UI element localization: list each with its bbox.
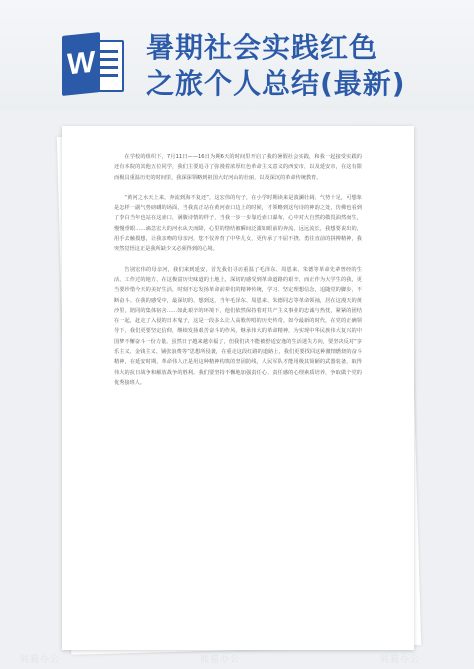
paragraph-2: “黄河之水天上来，奔流到海不复还”，这宏伟的句子，在小学时期读来是波澜壮阔、气势十足，可想象是怎样一副气势磅礴的场面，当我真正站在黄河壶口边上的时候，才领略到这句诗的神韵之处，彷佛也看到了李白当年也站在这壶口，满腹诗情的样子，当我一步一步靠近壶口瀑布，心中对大自然的敬畏油然而生，慢慢垂眼……滴急宏大的河水从天而降，心里的情结被瞬间泛滥如眼前的奔流，远远流长，我想要说出的，用手去触摸想，让我亲吻的母亲河，您不仅养育了中华儿女，更传承了不屈不挠、勇往直前的拼搏精神，我突然觉悟这正是我所缺少又必须得到的心境。 — [114, 194, 362, 253]
word-document-icon — [62, 34, 126, 94]
word-letter: W — [62, 32, 100, 96]
title-line-2: 之旅个人总结(最新) — [146, 67, 406, 100]
paragraph-3: 告别宏伟的母亲河，我们来到延安，首先我们寻访重温了毛泽东、周恩来、朱德等革命先辈曾经的生活、工作过的地方，在这极富历史味道的土地上，深切的感受到革命道路的艰辛，而正作为大学生的我，更当要珍惜今天的美好生活，时刻不忘发扬革命前辈们的精神传统，学习、坚定理想信念，追随党的脚步，不断奋斗。在我的感受中，最深切的、想到这，当年毛泽东、周恩来、朱德同志等革命领袖，居在这漫天的黄沙里，陪同的集体宿舍……如此艰辛的环境下，他们依然保持着对共产主义事业的忠诚与热忱，紧紧的团结在一起，赶走了入侵的日本鬼子，这是一段多么让人高歌传唱的历史传奇。如今最新的时代，在党的正确领导下，我们更要坚定信仰，继续发扬艰苦奋斗的作风，继承伟大的革命精神，为实现中华民族伟大复兴的中国梦不懈奋斗一份力量。虽然日子越来越幸福了，但我们决不能被舒适安逸的生活迷失方向，要坚决反对“享乐主义、金钱主义、铺张浪费等”思想所侵袭，在重走这段红路的道路上，我们更要找回这种激情燃烧的奋斗精神，在延安时期，革命伟人正是用这种精神构筑的坚固防线，人民军队才能用极其简陋的武器装备，取得伟大的抗日战争和解放战争的胜利。我们要坚持不懈地加强责任心、责任感的心理素质培养，争取做个党的优秀接班人。 — [114, 266, 362, 386]
document-page — [62, 126, 414, 650]
title-line-1: 暑期社会实践红色 — [146, 31, 379, 64]
page-title — [146, 30, 466, 102]
watermark-left: 熊猫办公 — [20, 654, 61, 664]
header-banner — [0, 0, 474, 110]
watermark-center: 熊猫办公 — [200, 654, 241, 664]
watermark-right: 熊猫办公 — [380, 654, 421, 664]
paragraph-1: 在学校的组织下，7月11日——16日为期6天的时间里开启了我的暑假社会实践，和我一起接受实践的还有本院的其他五位同学，我们主要追寻了弥漫着浓厚红色革命主义意义的西安市，以及延安市，在这有限而极具重温历史的时间里，我深深领略到祖国大好河山的壮丽，以及深沉的革命传统教育。 — [114, 154, 362, 181]
